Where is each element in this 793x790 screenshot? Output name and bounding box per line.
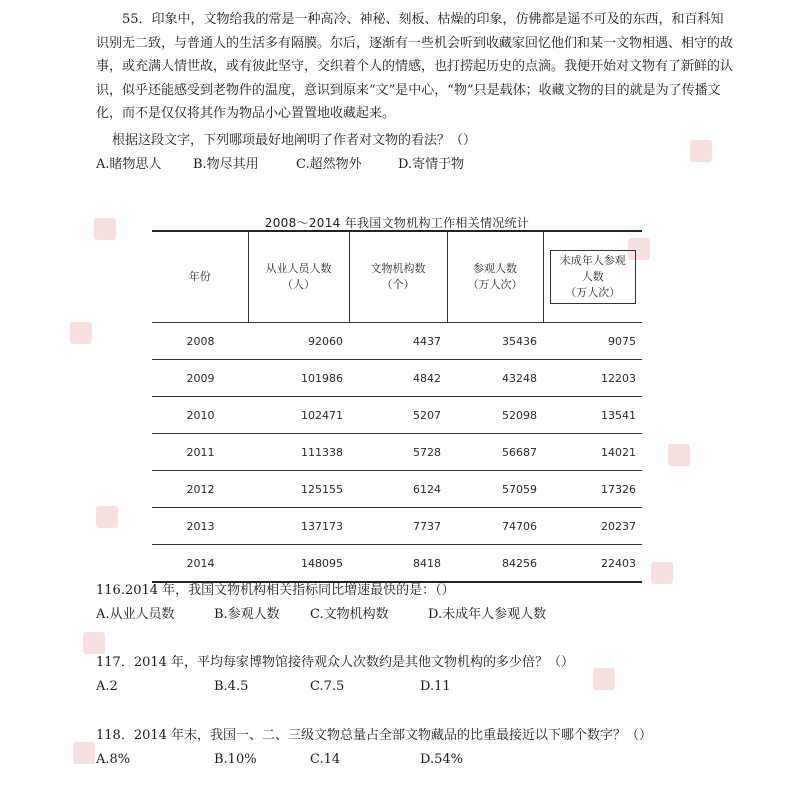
table-cell: 52098	[447, 397, 543, 434]
table-row	[152, 508, 642, 545]
watermark-mark	[593, 668, 615, 690]
watermark-mark	[690, 140, 712, 162]
table-cell: 74706	[447, 508, 543, 545]
table-row	[152, 545, 642, 583]
table-cell: 137173	[248, 508, 349, 545]
question-116-prompt: 116.2014 年，我国文物机构相关指标同比增速最快的是：（）	[96, 583, 455, 598]
column-header-text: （个）	[381, 278, 415, 291]
q117-option-a[interactable]: A.2	[96, 679, 118, 694]
watermark-mark	[73, 742, 95, 764]
table-row	[152, 323, 642, 360]
q118-option-c[interactable]: C.14	[310, 752, 341, 767]
table-cell: 5207	[349, 397, 447, 434]
q55-option-d[interactable]: D.寄情于物	[398, 157, 465, 172]
year-cell: 2014	[152, 545, 248, 583]
q117-option-c[interactable]: C.7.5	[310, 679, 345, 694]
q55-option-b[interactable]: B.物尽其用	[193, 157, 259, 172]
reading-passage: 55．印象中，文物给我的常是一种高冷、神秘、刻板、枯燥的印象，仿佛都是遥不可及的东西，和百科知识别无二致，与普通人的生活多有隔膜。尔后，逐渐有一些机会听到收藏家回忆他们和某一文物相遇、相守的故事，或充满人情世故，或有彼此坚守，交织着个人的情感，也打捞起历史的点滴。我便开始对文物有了新鲜的认识，似乎还能感受到老物件的温度，意识到原来“文”是中心，“物”只是载体；收藏文物的目的就是为了传播文化，而不是仅仅将其作为物品小心置置地收藏起来。	[96, 12, 734, 121]
statistics-table	[152, 230, 642, 583]
column-header	[447, 231, 543, 323]
q116-option-b[interactable]: B.参观人数	[214, 607, 280, 622]
table-cell: 17326	[543, 471, 642, 508]
q117-option-d[interactable]: D.11	[420, 679, 451, 694]
table-cell: 20237	[543, 508, 642, 545]
table-cell: 5728	[349, 434, 447, 471]
year-cell: 2008	[152, 323, 248, 360]
table-cell: 57059	[447, 471, 543, 508]
column-header-text: （人）	[282, 278, 315, 291]
watermark-mark	[94, 218, 116, 240]
watermark-mark	[70, 322, 92, 344]
table-cell: 8418	[349, 545, 447, 583]
question-117-prompt: 117．2014 年，平均每家博物馆接待观众人次数约是其他文物机构的多少倍？（）	[96, 655, 575, 670]
year-cell: 2010	[152, 397, 248, 434]
column-header-text: 文物机构数	[370, 262, 426, 275]
q116-option-c[interactable]: C.文物机构数	[310, 607, 389, 622]
watermark-mark	[83, 632, 105, 654]
q55-option-a[interactable]: A.睹物思人	[96, 157, 162, 172]
year-cell: 2013	[152, 508, 248, 545]
q117-option-b[interactable]: B.4.5	[214, 679, 249, 694]
table-cell: 7737	[349, 508, 447, 545]
watermark-mark	[651, 562, 673, 584]
table-cell: 43248	[447, 360, 543, 397]
column-header	[543, 231, 642, 323]
table-cell: 84256	[447, 545, 543, 583]
table-row	[152, 434, 642, 471]
q118-option-b[interactable]: B.10%	[214, 752, 257, 767]
table-cell: 22403	[543, 545, 642, 583]
column-header-text: 年份	[188, 270, 211, 283]
table-row	[152, 360, 642, 397]
table-cell: 56687	[447, 434, 543, 471]
table-cell: 9075	[543, 323, 642, 360]
watermark-mark	[96, 506, 118, 528]
column-header-text: 从业人员人数	[265, 262, 332, 275]
column-header-text: （万人次）	[467, 278, 523, 291]
column-header-text: 人数	[581, 270, 604, 283]
table-cell: 35436	[447, 323, 543, 360]
year-cell: 2009	[152, 360, 248, 397]
table-cell: 4437	[349, 323, 447, 360]
watermark-mark	[668, 444, 690, 466]
table-row	[152, 397, 642, 434]
table-cell: 92060	[248, 323, 349, 360]
table-title: 2008～2014 年我国文物机构工作相关情况统计	[264, 216, 530, 230]
table-cell: 12203	[543, 360, 642, 397]
column-header	[152, 231, 248, 323]
year-cell: 2012	[152, 471, 248, 508]
column-header-text: 参观人数	[473, 262, 517, 275]
table-cell: 14021	[543, 434, 642, 471]
table-cell: 6124	[349, 471, 447, 508]
question-118-prompt: 118．2014 年末，我国一、二、三级文物总量占全部文物藏品的比重最接近以下哪个数字？（）	[96, 728, 653, 743]
table-cell: 101986	[248, 360, 349, 397]
table-cell: 4842	[349, 360, 447, 397]
table-header-row	[152, 231, 642, 323]
question-55-prompt: 根据这段文字，下列哪项最好地阐明了作者对文物的看法？（）	[112, 133, 477, 148]
column-header-text: （万人次）	[565, 286, 621, 299]
q118-option-a[interactable]: A.8%	[96, 752, 131, 767]
q116-option-d[interactable]: D.未成年人参观人数	[428, 607, 547, 622]
q55-option-c[interactable]: C.超然物外	[296, 157, 362, 172]
table-cell: 111338	[248, 434, 349, 471]
q118-option-d[interactable]: D.54%	[420, 752, 463, 767]
table-cell: 13541	[543, 397, 642, 434]
table-cell: 125155	[248, 471, 349, 508]
column-header	[349, 231, 447, 323]
column-header	[248, 231, 349, 323]
year-cell: 2011	[152, 434, 248, 471]
table-cell: 102471	[248, 397, 349, 434]
q116-option-a[interactable]: A.从业人员数	[96, 607, 175, 622]
column-header-text: 未成年人参观	[559, 254, 626, 267]
table-row	[152, 471, 642, 508]
table-cell: 148095	[248, 545, 349, 583]
